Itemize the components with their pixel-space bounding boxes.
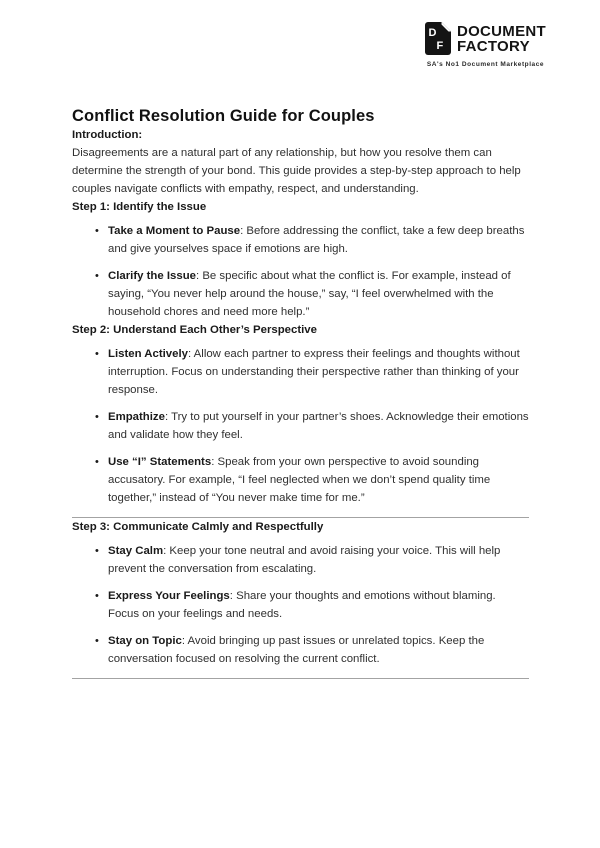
bullet-item xyxy=(72,632,529,668)
section-heading: Step 3: Communicate Calmly and Respectfully xyxy=(72,521,324,533)
bullet-list xyxy=(72,222,529,321)
bullet-desc: : Keep your tone neutral and avoid raising your voice. This will help prevent the conversation from escalating. xyxy=(108,545,501,575)
bullet-paragraph xyxy=(108,267,529,321)
page-title: Conflict Resolution Guide for Couples xyxy=(72,107,375,125)
bullet-paragraph xyxy=(108,542,529,578)
svg-text:D: D xyxy=(428,27,437,39)
bullet-term: Listen Actively xyxy=(108,348,188,360)
section-step-2 xyxy=(72,321,529,518)
bullet-desc: : Be specific about what the conflict is. For example, instead of saying, “You never help around the house,” say, “I feel overwhelmed with the household chores and need more help.” xyxy=(108,270,511,318)
bullet-item xyxy=(72,587,529,623)
bullet-paragraph xyxy=(108,453,529,507)
bullet-list xyxy=(72,345,529,507)
bullet-item xyxy=(72,345,529,399)
bullet-desc: : Allow each partner to express their feelings and thoughts without interruption. Focus on understanding their perspective rather than thinking of your response. xyxy=(108,348,520,396)
bullet-paragraph xyxy=(108,345,529,399)
bullet-term: Express Your Feelings xyxy=(108,590,230,602)
bullet-icon: • xyxy=(95,590,99,602)
bullet-term: Stay Calm xyxy=(108,545,164,557)
section-heading: Step 2: Understand Each Other’s Perspective xyxy=(72,324,317,336)
bullet-paragraph xyxy=(108,632,529,668)
document-factory-icon xyxy=(425,22,451,55)
bullet-icon: • xyxy=(95,270,99,282)
bullet-paragraph xyxy=(108,222,529,258)
document-content xyxy=(72,106,529,679)
bullet-icon: • xyxy=(95,411,99,423)
bullet-icon: • xyxy=(95,635,99,647)
bullet-term: Stay on Topic xyxy=(108,635,182,647)
bullet-paragraph xyxy=(108,408,529,444)
bullet-icon: • xyxy=(95,456,99,468)
bullet-paragraph xyxy=(108,587,529,623)
bullet-desc: : Avoid bringing up past issues or unrelated topics. Keep the conversation focused on resolving the current conflict. xyxy=(108,635,485,665)
intro-heading: Introduction: xyxy=(72,129,143,141)
bullet-item xyxy=(72,453,529,507)
bullet-item xyxy=(72,542,529,578)
logo-name-line2: FACTORY xyxy=(456,37,530,55)
section-heading: Step 1: Identify the Issue xyxy=(72,201,207,213)
section-step-3 xyxy=(72,518,529,679)
logo-name-line1: DOCUMENT xyxy=(456,22,546,40)
bullet-term: Use “I” Statements xyxy=(108,456,212,468)
bullet-term: Clarify the Issue xyxy=(108,270,196,282)
intro-paragraph: Disagreements are a natural part of any relationship, but how you resolve them can determine the strength of your bond. This guide provides a step-by-step approach to help couples navigate conflicts with empathy, respect, and understanding. xyxy=(72,147,521,195)
bullet-desc: : Try to put yourself in your partner’s shoes. Acknowledge their emotions and validate how they feel. xyxy=(108,411,529,441)
bullet-desc: : Before addressing the conflict, take a few deep breaths and give yourselves space if emotions are high. xyxy=(108,225,525,255)
bullet-item xyxy=(72,408,529,444)
bullet-icon: • xyxy=(95,545,99,557)
svg-text:F: F xyxy=(436,40,444,52)
bullet-term: Empathize xyxy=(108,411,165,423)
bullet-item xyxy=(72,222,529,258)
bullet-term: Take a Moment to Pause xyxy=(108,225,241,237)
bullet-desc: : Speak from your own perspective to avoid sounding accusatory. For example, “I feel neglected when we don’t spend quality time together,” instead of “You never make time for me.” xyxy=(108,456,491,504)
logo-name xyxy=(457,24,546,54)
bullet-icon: • xyxy=(95,225,99,237)
bullet-list xyxy=(72,542,529,668)
bullet-item xyxy=(72,267,529,321)
section-step-1 xyxy=(72,198,529,321)
logo-block xyxy=(425,22,546,68)
bullet-desc: : Share your thoughts and emotions without blaming. Focus on your feelings and needs. xyxy=(108,590,496,620)
logo-tagline: SA's No1 Document Marketplace xyxy=(426,61,545,68)
section-divider xyxy=(72,678,529,679)
bullet-icon: • xyxy=(95,348,99,360)
